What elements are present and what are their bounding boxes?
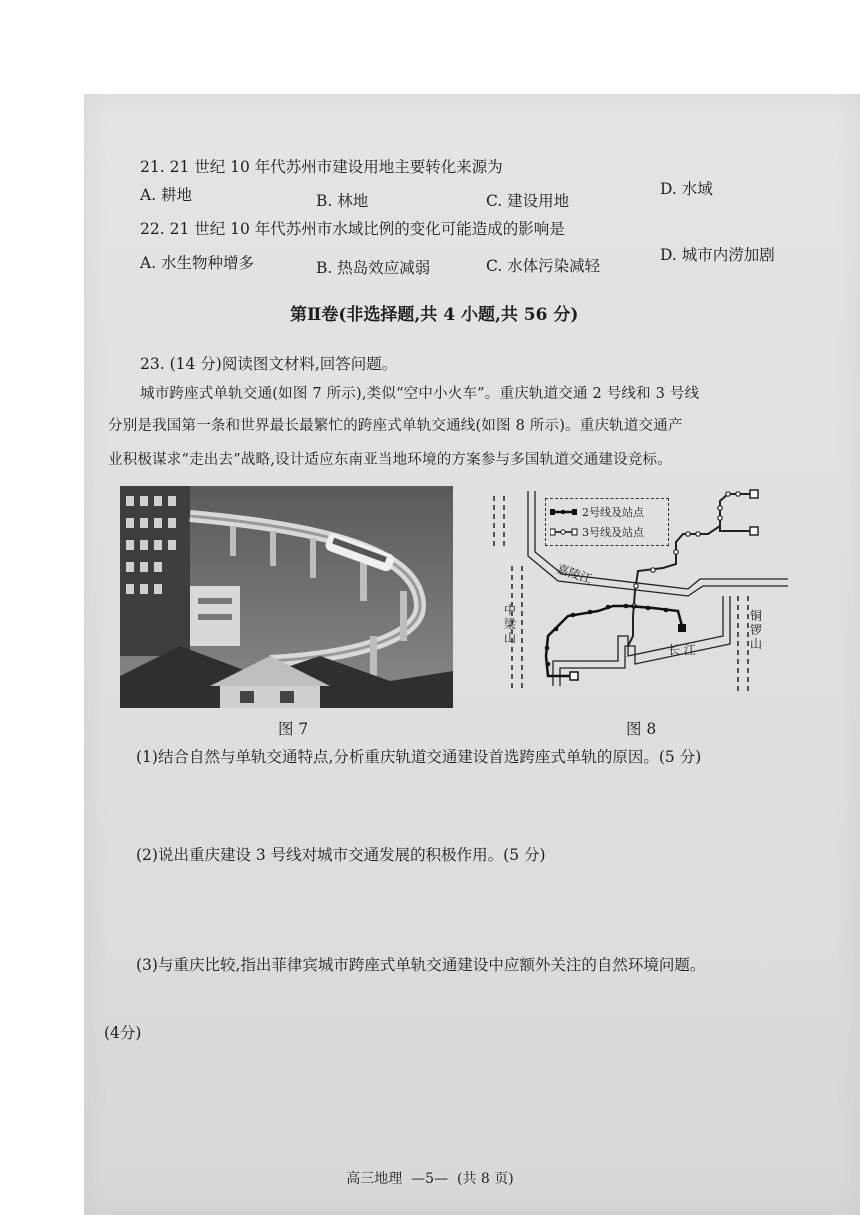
figure-7-caption: 图 7 [278,720,309,738]
legend-line-3-label: 3号线及站点 [582,526,644,539]
legend-line-2 [550,504,644,520]
q23-paragraph-line-1: 城市跨座式单轨交通(如图 7 所示),类似“空中小火车”。重庆轨道交通 2 号线和 3 号线 [140,386,700,402]
q22-option-a: A. 水生物种增多 [140,254,255,272]
line-2-symbol [550,508,578,516]
q21-option-b: B. 林地 [316,192,369,210]
q23-stem: 23. (14 分)阅读图文材料,回答问题。 [140,355,398,373]
label-tongluo-mountain: 铜 锣 山 [750,609,763,651]
q21-option-c: C. 建设用地 [486,192,570,210]
page-footer: 高三地理 —5— (共 8 页) [346,1171,514,1187]
q23-sub-3-points: (4分) [104,1024,142,1042]
q23-sub-3: (3)与重庆比较,指出菲律宾城市跨座式单轨交通建设中应额外关注的自然环境问题。 [136,956,706,974]
q22-option-c: C. 水体污染减轻 [486,257,601,275]
label-changjiang-river: 长 江 [668,643,696,657]
label-zhongliang-mountain: 中 梁 山 [504,603,517,645]
q21-option-a: A. 耕地 [140,186,193,204]
legend-line-2-label: 2号线及站点 [582,506,644,519]
label-jialing-river: 嘉陵江 [554,561,594,587]
section-2-title: 第Ⅱ卷(非选择题,共 4 小题,共 56 分) [290,305,579,325]
q21-stem: 21. 21 世纪 10 年代苏州市建设用地主要转化来源为 [140,158,503,176]
q23-paragraph-line-3: 业积极谋求“走出去”战略,设计适应东南亚当地环境的方案参与多国轨道交通建设竞标。 [108,452,672,468]
q22-option-d: D. 城市内涝加剧 [660,246,775,264]
line-3-symbol [550,528,578,536]
q23-paragraph-line-2: 分别是我国第一条和世界最长最繁忙的跨座式单轨交通线(如图 8 所示)。重庆轨道交通产 [108,418,683,434]
map-legend [545,498,669,546]
q22-option-b: B. 热岛效应减弱 [316,259,431,277]
figure-8-caption: 图 8 [626,720,657,738]
monorail-illustration [120,486,453,708]
q21-option-d: D. 水域 [660,180,713,198]
q22-stem: 22. 21 世纪 10 年代苏州市水域比例的变化可能造成的影响是 [140,220,565,238]
figure-7-monorail-photo [120,486,453,708]
q23-sub-2: (2)说出重庆建设 3 号线对城市交通发展的积极作用。(5 分) [136,846,546,864]
legend-line-3 [550,524,644,540]
q23-sub-1: (1)结合自然与单轨交通特点,分析重庆轨道交通建设首选跨座式单轨的原因。(5 分) [136,748,702,766]
